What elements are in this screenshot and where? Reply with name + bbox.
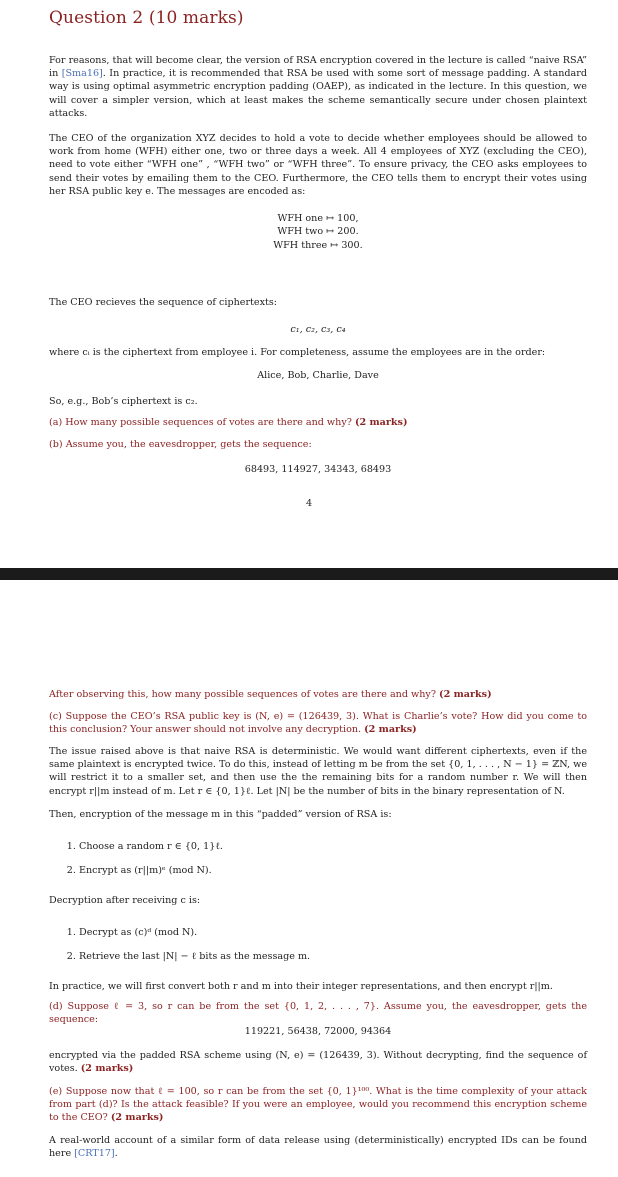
practice-paragraph [49, 980, 587, 993]
encoding-wfh-one: WFH one ↦ 100, [277, 213, 359, 224]
question-b-text: Assume you, the eavesdropper, gets the sequence: [62, 439, 312, 450]
question-title: Question 2 (10 marks) [49, 8, 244, 28]
question-d-continued [49, 1049, 587, 1075]
real-world-end: . [114, 1148, 118, 1160]
employee-order-paragraph [49, 346, 587, 359]
decryption-steps [49, 926, 587, 974]
question-d-text: Suppose ℓ = 3, so r can be from the set {0, 1, 2, . . . , 7}. Assume you, the eavesdropper, gets the sequence: [49, 1001, 587, 1026]
question-c-text: Suppose the CEO’s RSA public key is (N, e) = (126439, 3). What is Charlie’s vote? How did you come to this conclusion? Your answer should not involve any decryption. [49, 711, 587, 736]
decryption-step-2: 2. Retrieve the last |N| − ℓ bits as the message m. [79, 950, 587, 963]
sequence-b: 68493, 114927, 34343, 68493 [244, 464, 392, 475]
page-2 [0, 580, 618, 1177]
question-a-text: How many possible sequences of votes are there and why? [62, 417, 355, 428]
citation-crt17[interactable]: [CRT17] [74, 1148, 115, 1160]
ciphertext-intro-text: The CEO recieves the sequence of ciphertexts: [49, 297, 278, 308]
page-1 [0, 0, 618, 568]
question-c-label: (c) [49, 711, 62, 722]
intro-text-b: . In practice, it is recommended that RSA be used with some sort of message padding. A standard way is using optimal asymmetric encryption padding (OAEP), as indicated in the lecture. In this question, we will cover a simpler version, which at least makes the scheme semantically secure under chosen plaintext attacks. [49, 68, 587, 119]
question-c-marks: (2 marks) [364, 724, 417, 736]
question-e [49, 1085, 587, 1125]
sequence-d: 119221, 56438, 72000, 94364 [244, 1026, 392, 1037]
scenario-text: The CEO of the organization XYZ decides to hold a vote to decide whether employees should be allowed to work from home (WFH) either one, two or three days a week. All 4 employees of XYZ (excluding the CEO), need to vote either “WFH one” , “WFH two” or “WFH three”. To ensure privacy, the CEO asks employees to send their votes by emailing them to the CEO. Furthermore, the CEO tells them to encrypt their votes using her RSA public key e. The messages are encoded as: [49, 133, 587, 197]
question-a [49, 416, 587, 429]
encryption-step-1: 1. Choose a random r ∈ {0, 1}ℓ. [79, 840, 587, 853]
page-number: 4 [305, 498, 313, 509]
question-e-label: (e) [49, 1086, 63, 1097]
question-b-marks: (2 marks) [439, 689, 492, 700]
scenario-paragraph [49, 132, 587, 198]
intro-text-a: For reasons, that will become clear, the version of RSA encryption covered in the lecture is called “naive RSA” in [49, 55, 587, 80]
bob-example [49, 395, 587, 408]
encryption-intro [49, 808, 587, 821]
practice-text: In practice, we will first convert both r and m into their integer representations, and then encrypt r||m. [49, 981, 553, 992]
question-d-cont-text: encrypted via the padded RSA scheme using (N, e) = (126439, 3). Without decrypting, find the sequence of votes. [49, 1050, 587, 1075]
ciphertext-sequence: c₁, c₂, c₃, c₄ [290, 324, 346, 335]
question-a-label: (a) [49, 417, 63, 428]
employee-names: Alice, Bob, Charlie, Dave [257, 370, 379, 381]
question-c [49, 710, 587, 736]
encoding-wfh-two: WFH two ↦ 200. [277, 226, 359, 238]
real-world-text: A real-world account of a similar form of data release using (deterministically) encrypted IDs can be found here [49, 1135, 587, 1160]
decryption-step-1: 1. Decrypt as (c)ᵈ (mod N). [79, 926, 587, 939]
encryption-intro-text: Then, encryption of the message m in this “padded” version of RSA is: [49, 809, 392, 820]
question-b-cont-text: After observing this, how many possible sequences of votes are there and why? [49, 689, 440, 700]
encoding-block [49, 212, 587, 252]
question-a-marks: (2 marks) [354, 417, 408, 428]
question-b-label: (b) [49, 439, 63, 450]
intro-paragraph [49, 54, 587, 120]
question-e-text: Suppose now that ℓ = 100, so r can be from the set {0, 1}¹⁰⁰. What is the time complexity of your attack from part (d)? Is the attack feasible? If you were an employee, would you recommend this encryption scheme to the CEO? [49, 1086, 587, 1124]
citation-sma16[interactable]: [Sma16] [61, 68, 103, 80]
encryption-step-2: 2. Encrypt as (r||m)ᵉ (mod N). [79, 864, 587, 877]
question-d [49, 1000, 587, 1026]
decryption-intro-text: Decryption after receiving c is: [49, 895, 201, 906]
encryption-steps [49, 840, 587, 888]
encoding-wfh-three: WFH three ↦ 300. [273, 239, 363, 251]
question-b [49, 438, 587, 451]
decryption-intro [49, 894, 587, 907]
employee-order-text: where cᵢ is the ciphertext from employee i. For completeness, assume the employees are in the order: [49, 347, 546, 358]
question-d-label: (d) [49, 1001, 63, 1012]
bob-example-text: So, e.g., Bob’s ciphertext is c₂. [49, 396, 198, 407]
question-b-continued [49, 688, 587, 701]
question-e-marks: (2 marks) [110, 1112, 164, 1124]
page-separator [0, 568, 618, 580]
deterministic-paragraph [49, 745, 587, 798]
question-d-marks: (2 marks) [80, 1063, 134, 1075]
real-world-paragraph [49, 1134, 587, 1160]
deterministic-text: The issue raised above is that naive RSA is deterministic. We would want different ciphertexts, even if the same plaintext is encrypted twice. To do this, instead of letting m be from the set {0, 1, . . . , N − 1} = ℤN, we will restrict it to a smaller set, and then use the the remaining bits for a random number r. We will then encrypt r||m instead of m. Let r ∈ {0, 1}ℓ. Let |N| be the number of bits in the binary representation of N. [49, 746, 587, 797]
ciphertext-intro [49, 296, 587, 309]
